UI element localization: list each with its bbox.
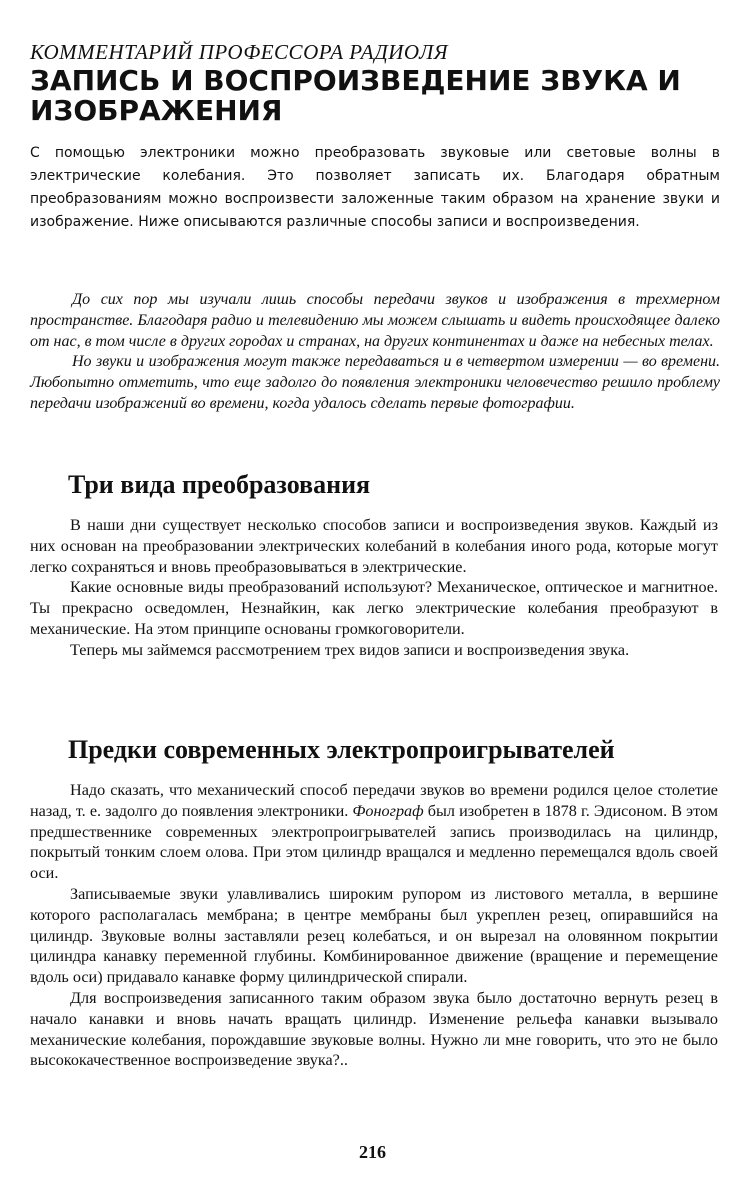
intro-block xyxy=(30,290,720,415)
intro-paragraph: Но звуки и изображения могут также передаваться и в четвертом измерении — во времени. Любопытно отметить, что еще задолго до появления электроники человечество решило проблему передачи изображений во времени, когда удалось сделать первые фотографии. xyxy=(30,353,720,412)
section-heading-ancestors: Предки современных электропроигрывателей xyxy=(68,735,615,764)
section-heading-transformations: Три вида преобразования xyxy=(68,470,371,499)
intro-paragraph: До сих пор мы изучали лишь способы передачи звуков и изображения в трехмерном пространстве. Благодаря радио и телевидению мы можем слышать и видеть происходящее далеко от нас, в том числе в других городах и странах, на других континентах и даже на небесных телах. xyxy=(30,291,720,350)
article-lead: С помощью электроники можно преобразовать звуковые или световые волны в электрические колебания. Это позволяет записать их. Благодаря обратным преобразованиям можно воспроизвести заложенные таким образом на хранение звуки и изображение. Ниже описываются различные способы записи и воспроизведения. xyxy=(30,145,720,230)
body-paragraph: Теперь мы займемся рассмотрением трех видов записи и воспроизведения звука. xyxy=(70,640,630,659)
body-paragraph: Для воспроизведения записанного таким образом звука было достаточно вернуть резец в начало канавки и вновь начать вращать цилиндр. Изменение рельефа канавки вызывало механические колебания, порождавшие звуковые волны. Нужно ли мне говорить, что это не было высококачественное воспроизведение звука?.. xyxy=(30,988,718,1070)
body-paragraph: Какие основные виды преобразований используют? Механическое, оптическое и магнитное. Ты прекрасно осведомлен, Незнайкин, как легко электрические колебания преобразуют в механические. На этом принципе основаны громкоговорители. xyxy=(30,578,718,638)
body-paragraph: В наши дни существует несколько способов записи и воспроизведения звуков. Каждый из них основан на преобразовании электрических колебаний в колебания иного рода, которые могут легко сохраняться и вновь преобразовываться в электрические. xyxy=(30,516,718,576)
body-paragraph xyxy=(30,780,718,884)
section-ancestors-body xyxy=(30,780,718,1071)
body-paragraph: Записываемые звуки улавливались широким рупором из листового металла, в вершине которого располагалась мембрана; в центре мембраны был укреплен резец, опиравшийся на цилиндр. Звуковые волны заставляли резец колебаться, и он вырезал на оловянном покрытии цилиндра канавку переменной глубины. Комбинированное движение (вращение и перемещение вдоль оси) придавало канавке форму цилиндрической спирали. xyxy=(30,884,718,987)
page-number: 216 xyxy=(359,1142,386,1162)
paragraph-text: был изобретен в 1878 г. Эдисоном. В этом предшественнике современных электропроигрывателей запись производилась на цилиндр, покрытый тонким слоем олова. При этом цилиндр вращался и медленно перемещался вдоль своей оси. xyxy=(30,801,718,883)
article-title: ЗАПИСЬ И ВОСПРОИЗВЕДЕНИЕ ЗВУКА И ИЗОБРАЖЕНИЯ xyxy=(30,64,681,127)
term-phonograph: Фонограф xyxy=(352,801,424,820)
paragraph-text: Надо сказать, что механический способ передачи звуков во времени родился целое столетие назад, т. е. задолго до появления электроники. xyxy=(30,781,718,820)
column-kicker: КОММЕНТАРИЙ ПРОФЕССОРА РАДИОЛЯ xyxy=(30,40,449,64)
section-transformations-body xyxy=(30,515,718,661)
